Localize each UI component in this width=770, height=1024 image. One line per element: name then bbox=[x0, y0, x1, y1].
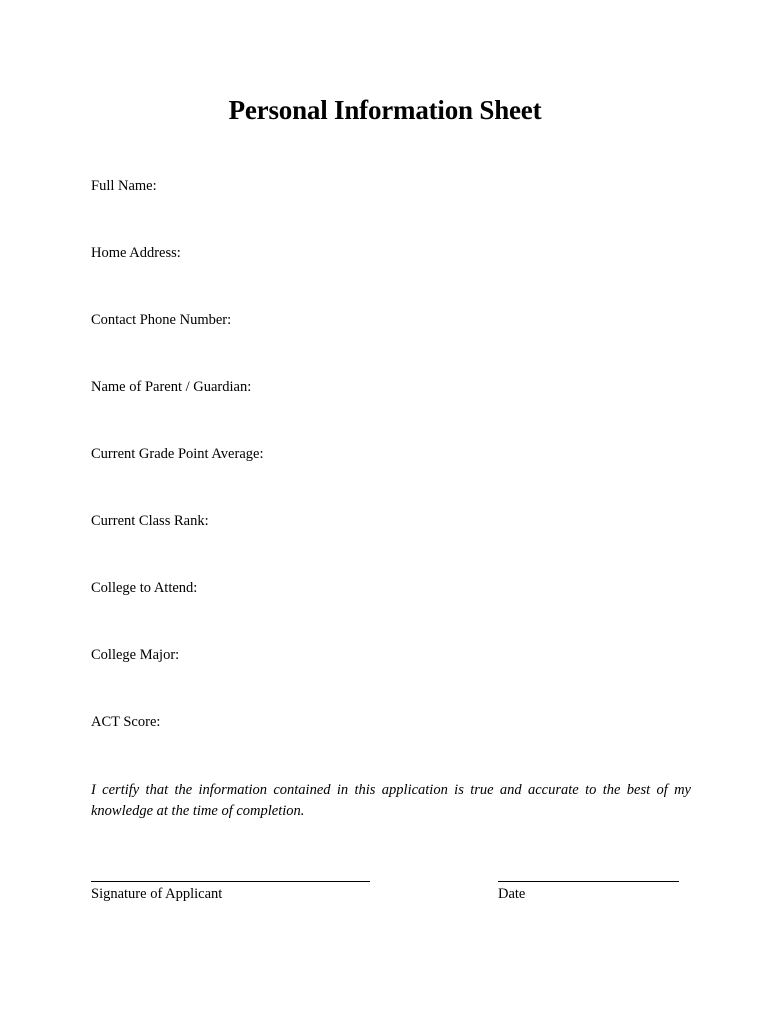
date-signature-line[interactable] bbox=[498, 881, 679, 882]
field-label-contact-phone: Contact Phone Number: bbox=[91, 312, 232, 328]
field-label-parent-guardian: Name of Parent / Guardian: bbox=[91, 379, 252, 395]
page-title: Personal Information Sheet bbox=[228, 95, 542, 125]
field-label-gpa: Current Grade Point Average: bbox=[91, 446, 264, 462]
field-label-home-address: Home Address: bbox=[91, 245, 181, 261]
applicant-signature-label: Signature of Applicant bbox=[91, 886, 223, 902]
field-label-class-rank: Current Class Rank: bbox=[91, 513, 209, 529]
field-label-college-to-attend: College to Attend: bbox=[91, 580, 198, 596]
applicant-signature-line[interactable] bbox=[91, 881, 370, 882]
date-label: Date bbox=[498, 886, 526, 902]
certification-statement: I certify that the information contained in this application is true and accurate to the best of my knowledge at the time of completion. bbox=[91, 782, 691, 819]
field-label-full-name: Full Name: bbox=[91, 178, 157, 194]
field-label-act-score: ACT Score: bbox=[91, 714, 161, 730]
field-label-college-major: College Major: bbox=[91, 647, 180, 663]
